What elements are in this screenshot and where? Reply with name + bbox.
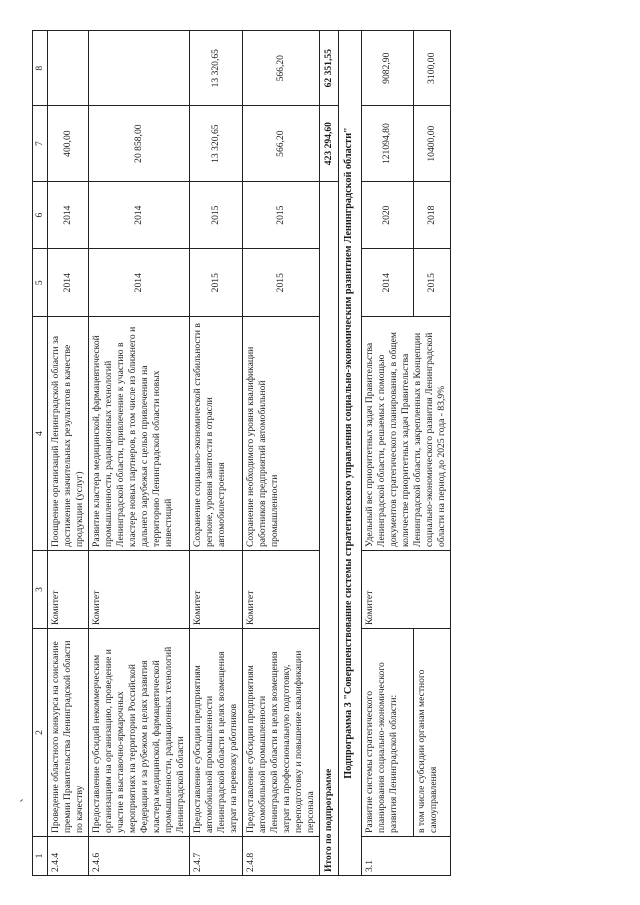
- activity-name: Предоставление субсидии предприятиям автомобильной промышленности Ленинградской области в целях возмещения затрат на профессиональную подготовку, переподготовку и повышение квалификации персонала: [242, 629, 319, 837]
- executor: Комитет: [189, 551, 242, 629]
- col-header: 3: [33, 551, 48, 629]
- program-activities-table: [32, 30, 451, 876]
- total-amount: 13 320,65: [189, 106, 242, 181]
- subtotal-row: [319, 31, 338, 876]
- total-amount: 10400,00: [413, 106, 450, 181]
- col-header: 8: [33, 31, 48, 106]
- year-amount: 566,20: [242, 31, 319, 106]
- table-row: [88, 31, 189, 876]
- year-amount: [88, 31, 189, 106]
- end-year: 2014: [88, 181, 189, 249]
- table-row: [48, 31, 89, 876]
- subprogram-header-row: [338, 31, 361, 876]
- total-amount: 20 858,00: [88, 106, 189, 181]
- activity-name: Проведение областного конкурса на соискание премии Правительства Ленинградской области по качеству: [48, 629, 89, 837]
- col-header: 7: [33, 106, 48, 181]
- row-number: 2.4.8: [242, 837, 319, 876]
- activity-name: Предоставление субсидии предприятиям автомобильной промышленности Ленинградской области в целях возмещения затрат на перевозку работников: [189, 629, 242, 837]
- start-year: 2014: [88, 249, 189, 317]
- table-row: [189, 31, 242, 876]
- total-amount: 121094,80: [361, 106, 413, 181]
- total-amount: 566,20: [242, 106, 319, 181]
- rotated-page: [32, 30, 592, 876]
- subtotal-label: [319, 181, 338, 875]
- activity-name: Развитие системы стратегического планирования социально-экономического развития Ленинградской области:: [361, 629, 413, 837]
- end-year: 2014: [48, 181, 89, 249]
- activity-name: Предоставление субсидий некоммерческим организациям на организацию, проведение и участие в выставочно-ярмарочных мероприятиях на территории Российской Федерации и за рубежом в целях развития кластера медицинской, фармацевтической промышленности, радиационных технологий Ленинградской области: [88, 629, 189, 837]
- end-year: 2018: [413, 181, 450, 249]
- subtotal-total: 423 294,60: [319, 106, 338, 181]
- start-year: 2014: [361, 249, 413, 317]
- header-row: [33, 31, 48, 876]
- row-number: 3.1: [361, 837, 450, 876]
- executor: Комитет: [242, 551, 319, 629]
- expected-result: Сохранение социально-экономической стабильности в регионе, уровня занятости в отрасли автомобилестроения: [189, 317, 242, 551]
- table-row: [361, 31, 413, 876]
- col-header: 5: [33, 249, 48, 317]
- expected-result: Поощрение организаций Ленинградской области за достижение значительных результатов в качестве продукции (услуг): [48, 317, 89, 551]
- year-amount: 13 320,65: [189, 31, 242, 106]
- end-year: 2020: [361, 181, 413, 249]
- col-header: 1: [33, 837, 48, 876]
- expected-result: Удельный вес приоритетных задач Правительства Ленинградской области, решаемых с помощью документов стратегического планирования, в общем количестве приоритетных задач Правительства Ленинградской области, закрепленных в Концепции социально-экономического развития Ленинградской области на период до 2025 года - 83,9%: [361, 317, 450, 551]
- col-header: 2: [33, 629, 48, 837]
- end-year: 2015: [189, 181, 242, 249]
- expected-result: Развитие кластера медицинской, фармацевтической промышленности, радиационных технологий Ленинградской области, привлечение к участию в кластере новых партнеров, в том числе из ближнего и дальнего зарубежья с целью привлечения на территорию Ленинградской области новых инвестиций: [88, 317, 189, 551]
- executor: Комитет: [88, 551, 189, 629]
- subtotal-label-text: Итого по подпрограмме: [322, 768, 334, 872]
- end-year: 2015: [242, 181, 319, 249]
- expected-result: Сохранение необходимого уровня квалификации работников предприятий автомобильной промышленности: [242, 317, 319, 551]
- row-number: 2.4.6: [88, 837, 189, 876]
- scan-mark: [20, 799, 23, 802]
- start-year: 2015: [413, 249, 450, 317]
- executor: Комитет: [361, 551, 450, 629]
- total-amount: 400,00: [48, 106, 89, 181]
- start-year: 2015: [242, 249, 319, 317]
- year-amount: [48, 31, 89, 106]
- row-number: 2.4.7: [189, 837, 242, 876]
- subprogram-title: Подпрограмма 3 "Совершенствование системы стратегического управления социально-экономическим развитием Ленинградской области": [338, 31, 361, 876]
- col-header: 6: [33, 181, 48, 249]
- year-amount: 9082,90: [361, 31, 413, 106]
- col-header: 4: [33, 317, 48, 551]
- row-number: 2.4.4: [48, 837, 89, 876]
- start-year: 2015: [189, 249, 242, 317]
- executor: Комитет: [48, 551, 89, 629]
- year-amount: 3100,00: [413, 31, 450, 106]
- activity-name: в том числе субсидии органам местного самоуправления: [413, 629, 450, 837]
- subtotal-year: 62 351,55: [319, 31, 338, 106]
- start-year: 2014: [48, 249, 89, 317]
- table-row: [242, 31, 319, 876]
